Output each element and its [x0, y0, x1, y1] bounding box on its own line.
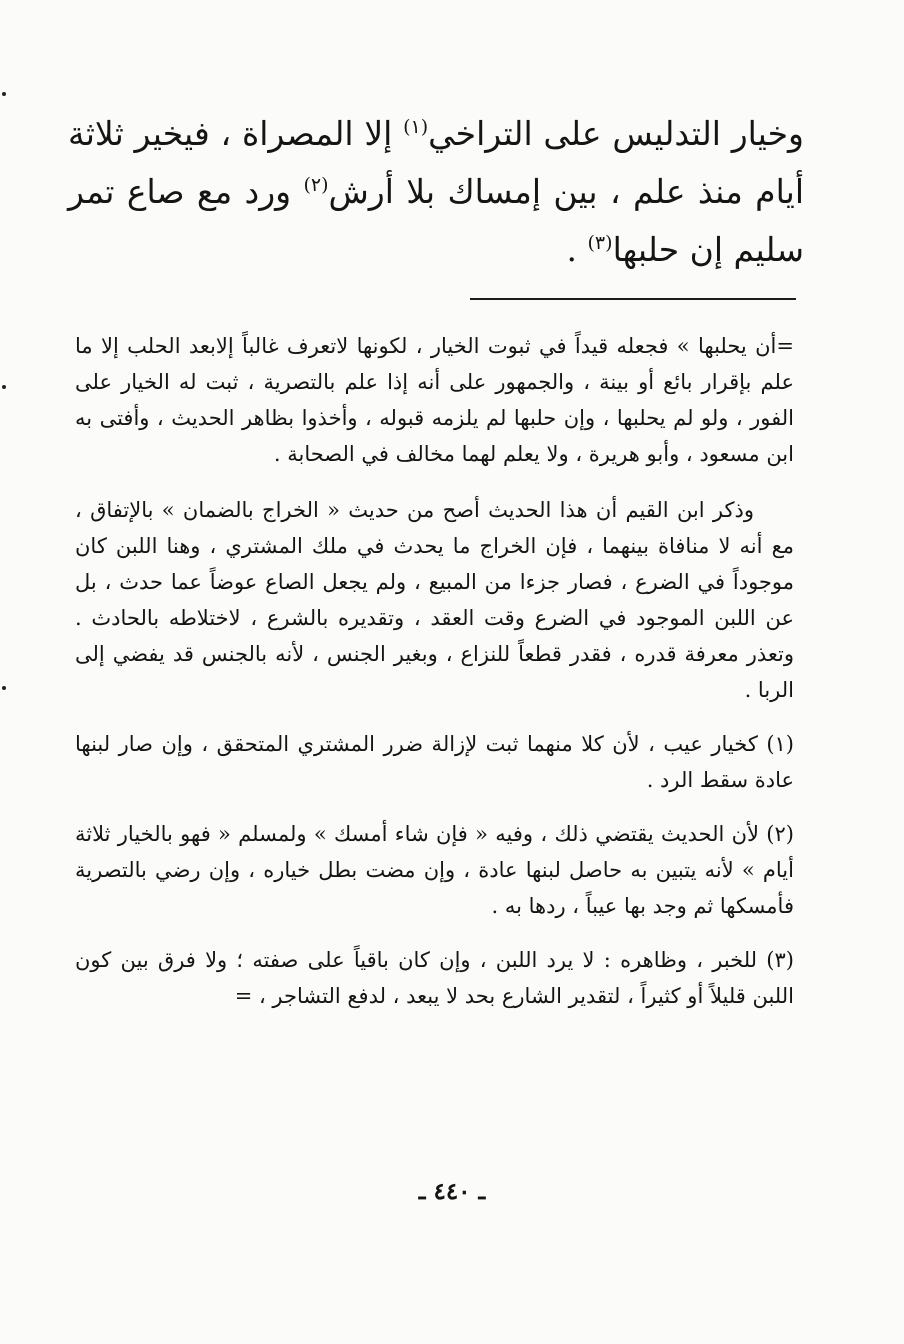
footnote-paragraph: وذكر ابن القيم أن هذا الحديث أصح من حديث « الخراج بالضمان » بالإتفاق ، مع أنه لا منافاة بينهما ، فإن الخراج ما يحدث في ملك المشتري ، وهنا اللبن كان موجوداً في الضرع ، فصار جزءا من المبيع ، ولم يجعل الصاع عوضاً عما حدث ، بل عن اللبن الموجود في الضرع وقت العقد ، وتقديره بالشرع ، لاختلاطه بالحادث . وتعذر معرفة قدره ، فقدر قطعاً للنزاع ، وبغير الجنس ، لأنه بالجنس قد يفضي إلى الربا . — [75, 498, 794, 702]
footnote-ref-1[interactable]: (١) — [403, 116, 429, 138]
footnote-continuation: =أن يحلبها » فجعله قيداً في ثبوت الخيار ، لكونها لاتعرف غالباً إلابعد الحلب إلا ما علم بإقرار بائع أو بينة ، والجمهور على أنه إذا علم بالتصرية ، ثبت له الخيار على الفور ، ولو لم يحلبها ، وإن حلبها لم يلزمه قبوله ، وأخذوا بظاهر الحديث ، وأفتى به ابن مسعود ، وأبو هريرة ، ولا يعلم لهما مخالف في الصحابة . — [75, 334, 794, 466]
main-text-part: ورد مع صاع تمر سليم إن حلبها — [68, 172, 804, 269]
footnote-2: (٢) لأن الحديث يقتضي ذلك ، وفيه « فإن شاء أمسك » ولمسلم « فهو بالخيار ثلاثة أيام » لأنه يتبين به حاصل لبنها عادة ، وإن مضت بطل خياره ، وإن رضي بالتصرية فأمسكها ثم وجد بها عيباً ، ردها به . — [75, 822, 794, 918]
footnote-ref-3[interactable]: (٣) — [587, 232, 613, 254]
footnote-1: (١) كخيار عيب ، لأن كلا منهما ثبت لإزالة ضرر المشتري المتحقق ، وإن صار لبنها عادة سقط الرد . — [75, 732, 794, 792]
scan-mark — [2, 686, 6, 690]
main-text-part: . — [566, 230, 588, 269]
footnote-ref-2[interactable]: (٢) — [303, 174, 329, 196]
main-paragraph — [68, 105, 804, 279]
page-number: ـ ٤٤٠ ـ — [418, 1178, 486, 1205]
footnote-separator — [470, 298, 796, 300]
main-text-part: إلا المصراة ، فيخير ثلاثة أيام منذ علم ، بين إمساك بلا أرش — [68, 114, 805, 211]
scan-mark — [2, 92, 6, 96]
main-text — [68, 105, 804, 279]
scan-mark — [2, 385, 6, 389]
footnote-3: (٣) للخبر ، وظاهره : لا يرد اللبن ، وإن كان باقياً على صفته ؛ ولا فرق بين كون اللبن قليلاً أو كثيراً ، لتقدير الشارع بحد لا يبعد ، لدفع التشاجر ، = — [75, 948, 794, 1008]
footnotes — [75, 328, 794, 1014]
main-text-part: وخيار التدليس على التراخي — [428, 114, 804, 153]
